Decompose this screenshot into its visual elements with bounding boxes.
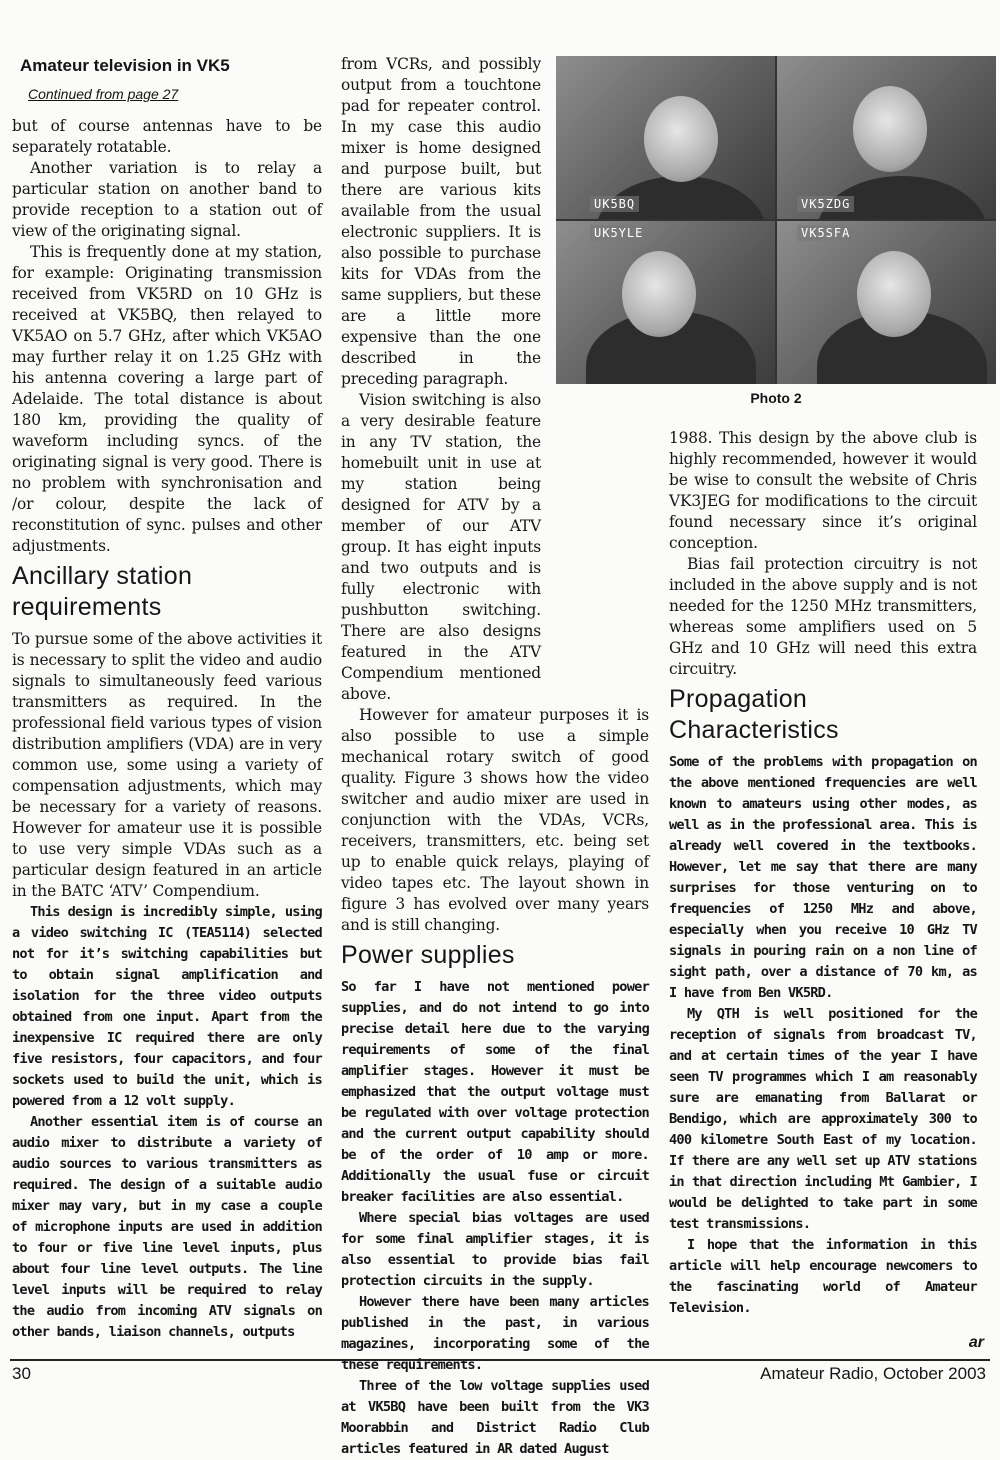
column-3 — [669, 428, 977, 1319]
paragraph: To pursue some of the above activities it is necessary to split the video and audio signals to simultaneously feed various transmitters as required. In the professional field various types of vision distribution amplifiers (VDA) are in very common use, some using a variety of compensation adjustments, which may be necessary for a variety of reasons. However for amateur use it is possible to use very simple VDAs such as a particular design featured in an article in the BATC ‘ATV’ Compendium. — [12, 630, 322, 900]
article-kicker: Amateur television in VK5 — [20, 56, 230, 75]
paragraph: Where special bias voltages are used for some final amplifier stages, it is also essential to provide bias fail protection circuits in the supply. — [341, 1210, 649, 1289]
video-frame — [777, 56, 996, 219]
section-heading: Propagation Characteristics — [669, 685, 839, 744]
footer-rule — [10, 1359, 990, 1361]
continued-note: Continued from page 27 — [28, 86, 179, 102]
photo-2-montage — [556, 56, 996, 384]
paragraph: Some of the problems with propagation on the above mentioned frequencies are well known to amateurs using other modes, as well as in the professional area. This is already well covered in the textbooks. However, let me say that there are many surprises for those venturing on to frequencies of 1250 MHz and above, especially when you receive 10 GHz TV signals in pouring rain on a non line of sight path, over a distance of 70 km, as I have from Ben VK5RD. — [669, 754, 977, 1001]
paragraph-text: Vision switching is also a very desirable feature in any TV station, the homebuilt unit in use at my station being designed for ATV by a member of our ATV group. It has eight inputs and two outputs and is fully electronic with pushbutton switching. There are also designs featured in the ATV Compendium mentioned above. — [341, 391, 541, 703]
section-heading: Ancillary station requirements — [12, 562, 193, 621]
paragraph: However for amateur purposes it is also possible to use a simple mechanical rotary switch of good quality. Figure 3 shows how the video switcher and audio mixer are used in conjunction with the VDAs, VCRs, receivers, transmitters, etc. being set up to enable quick relays, playing of video tapes etc. The layout shown in figure 3 has evolved over many years and is still changing. — [341, 706, 649, 934]
callsign-overlay: UK5YLE — [590, 225, 647, 241]
callsign-overlay: UK5BQ — [590, 196, 639, 212]
paragraph — [341, 390, 541, 705]
paragraph: Another essential item is of course an audio mixer to distribute a variety of audio sources to various transmitters as required. The design of a suitable audio mixer may vary, but in my case a couple of microphone inputs are used in addition to four or five line level inputs, plus about four line level outputs. The line level inputs will be required to relay the audio from incoming ATV signals on other bands, liaison channels, outputs — [12, 1114, 322, 1340]
paragraph: This is frequently done at my station, for example: Originating transmission received from VK5RD on 10 GHz is received at VK5BQ, then relayed to VK5AO on 5.7 GHz, after which VK5AO may further relay it on 1.25 GHz with his antenna covering a large part of Adelaide. The total distance is about 180 km, providing the quality of waveform including syncs. of the originating signal is very good. There is no problem with synchronisation and /or colour, despite the lack of reconstitution of sync. pulses and other adjustments. — [12, 243, 322, 555]
paragraph: from VCRs, and possibly output from a touchtone pad for repeater control. In my case this audio mixer is home designed and purpose built, but there are various kits available from the usual electronic suppliers. It is also possible to purchase kits for VDAs from the same suppliers, but these are a little more expensive than the one described in the preceding paragraph. — [341, 55, 541, 388]
journal-name: Amateur Radio, October 2003 — [760, 1364, 986, 1383]
paragraph: My QTH is well positioned for the reception of signals from broadcast TV, and at certain times of the year I have seen TV programmes which I am reasonably sure are emanating from Ballarat or Bendigo, which are approximately 300 to 400 kilometre South East of my location. If there are any well set up ATV stations in that direction including Mt Gambier, I would be delighted to take part in some test transmissions. — [669, 1006, 977, 1232]
paragraph: This design is incredibly simple, using a video switching IC (TEA5114) selected not for it’s switching capabilities but to obtain signal amplification and isolation for the three video outputs obtained from one input. Apart from the inexpensive IC required there are only five resistors, four capacitors, and four sockets used to build the unit, which is powered from a 12 volt supply. — [12, 904, 322, 1109]
end-mark: ar — [968, 1334, 984, 1351]
video-frame — [556, 221, 775, 384]
column-1 — [12, 0, 322, 1343]
callsign-overlay: VK5ZDG — [797, 196, 854, 212]
callsign-overlay: VK5SFA — [797, 225, 854, 241]
paragraph: So far I have not mentioned power supplies, and do not intend to go into precise detail here due to the varying requirements of some of the final amplifier stages. However it must be emphasized that the output voltage must be regulated with over voltage protection and the current output capability should be of the order of 10 amp or more. Additionally the usual fuse or circuit breaker facilities are also essential. — [341, 979, 649, 1205]
section-heading: Power supplies — [341, 941, 515, 969]
paragraph: Bias fail protection circuitry is not included in the above supply and is not needed for the 1250 MHz transmitters, whereas some amplifiers used on 5 GHz and 10 GHz will need this extra circuitry. — [669, 555, 977, 678]
paragraph: Another variation is to relay a particular station on another band to provide reception to a station out of view of the originating signal. — [12, 159, 322, 240]
photo-caption: Photo 2 — [750, 390, 802, 406]
paragraph: Three of the low voltage supplies used at VK5BQ have been built from the VK3 Moorabbin and District Radio Club articles featured in AR dated August — [341, 1378, 649, 1457]
video-frame — [777, 221, 996, 384]
video-frame — [556, 56, 775, 219]
paragraph: However there have been many articles published in the past, in various magazines, incorporating some of the these requirements. — [341, 1294, 649, 1373]
paragraph: I hope that the information in this article will help encourage newcomers to the fascinating world of Amateur Television. — [669, 1237, 977, 1316]
paragraph: but of course antennas have to be separately rotatable. — [12, 117, 322, 156]
page-number: 30 — [12, 1364, 31, 1383]
paragraph: 1988. This design by the above club is highly recommended, however it would be wise to consult the website of Chris VK3JEG for modifications to the circuit found necessary since it’s original conception. — [669, 429, 977, 552]
